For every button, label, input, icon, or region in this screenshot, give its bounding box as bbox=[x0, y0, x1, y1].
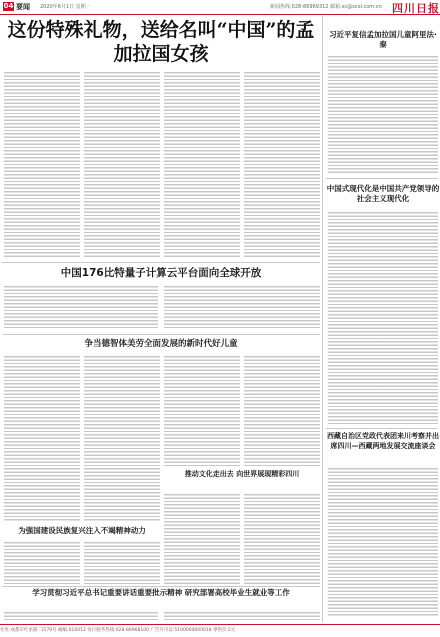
hotline: 新闻热线:028-86969312 邮箱:sc@scol.com.cn bbox=[270, 4, 382, 10]
rule bbox=[2, 334, 320, 335]
article-3-body-2 bbox=[84, 540, 160, 584]
section-name: 要闻 bbox=[16, 3, 30, 11]
rule bbox=[2, 262, 320, 263]
page-number: 04 bbox=[3, 2, 14, 10]
lead-body-col-4 bbox=[244, 70, 320, 258]
sidebar-item-2-title: 中国式现代化是中国共产党领导的社会主义现代化 bbox=[326, 184, 440, 203]
article-5-headline: 学习贯彻习近平总书记重要讲话重要批示精神 研究部署高校毕业生就业等工作 bbox=[32, 588, 290, 597]
sidebar-item-1-title: 习近平复信孟加拉国儿童阿里法·秦 bbox=[329, 30, 437, 49]
article-3-headline: 为强国建设民族复兴注入不竭精神动力 bbox=[18, 526, 146, 535]
column-divider bbox=[322, 16, 323, 622]
rule bbox=[2, 586, 320, 587]
issue-date: 2020年6月1日 星期一 bbox=[40, 4, 91, 10]
article-4-body-1 bbox=[164, 492, 240, 584]
article-1-body-b bbox=[164, 284, 320, 330]
sidebar-item-2-body bbox=[328, 210, 438, 424]
article-5-body-b bbox=[164, 610, 320, 622]
newspaper-logo: 四川日报 bbox=[392, 2, 440, 15]
rule bbox=[326, 178, 438, 179]
article-2-body-4 bbox=[244, 354, 320, 466]
footer-text: 社址:成都市红星路二段70号 邮编:610012 发行服务热线:028-86968100 广告许可证:5100004000018 零售价:2元 bbox=[0, 628, 236, 633]
article-5-body-a bbox=[4, 610, 158, 622]
footer bbox=[0, 624, 440, 637]
article-1-body-a bbox=[4, 284, 158, 330]
lead-body-col-1 bbox=[4, 70, 80, 258]
lead-body-col-3 bbox=[164, 70, 240, 258]
rule bbox=[326, 428, 438, 429]
article-4-headline: 推动文化走出去 向世界展现精彩四川 bbox=[184, 470, 300, 478]
article-2-body-1 bbox=[4, 354, 80, 522]
sidebar-item-1-body bbox=[328, 54, 438, 174]
lead-body-col-2 bbox=[84, 70, 160, 258]
lead-headline: 这份特殊礼物，送给名叫“中国”的孟加拉国女孩 bbox=[7, 19, 315, 65]
masthead bbox=[0, 0, 440, 15]
article-2-headline: 争当德智体美劳全面发展的新时代好儿童 bbox=[84, 339, 238, 349]
article-4-body-2 bbox=[244, 492, 320, 584]
sidebar-item-3-body bbox=[328, 466, 438, 616]
article-2-body-2 bbox=[84, 354, 160, 522]
article-1-headline: 中国176比特量子计算云平台面向全球开放 bbox=[60, 267, 262, 279]
article-2-body-3 bbox=[164, 354, 240, 466]
sidebar-item-3-title: 西藏自治区党政代表团来川考察并出席四川—西藏两地发展交流座谈会 bbox=[327, 432, 439, 450]
article-3-body-1 bbox=[4, 540, 80, 584]
